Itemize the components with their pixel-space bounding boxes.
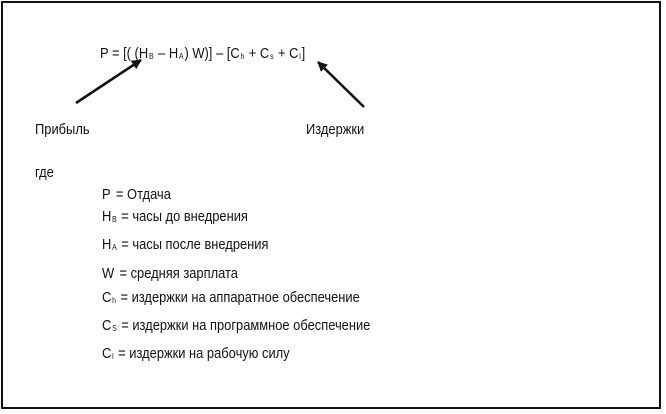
legend-symbol: H — [102, 208, 112, 225]
formula-part: – H — [154, 45, 179, 62]
profit-arrow — [76, 60, 141, 103]
where-label: где — [35, 164, 54, 181]
legend-item — [102, 208, 248, 229]
legend-symbol: H — [102, 236, 112, 253]
legend-sub: h — [112, 296, 117, 305]
legend-sub: A — [112, 243, 117, 252]
formula-sub: h — [240, 52, 245, 61]
legend-item — [102, 236, 269, 257]
legend-symbol: P — [102, 186, 111, 203]
legend-text: = издержки на программное обеспечение — [117, 317, 371, 334]
formula-sub: l — [299, 52, 301, 61]
formula-sub: s — [270, 52, 274, 61]
legend-sub: S — [112, 324, 117, 333]
legend-item — [102, 317, 370, 338]
legend-item — [102, 289, 360, 310]
legend-sub: B — [112, 215, 117, 224]
legend-item — [102, 345, 290, 366]
legend-symbol: C — [102, 345, 112, 362]
legend-text: = средняя зарплата — [115, 265, 238, 282]
legend-symbol: W — [102, 265, 115, 282]
formula-part: P = [( (H — [100, 45, 149, 62]
legend-text: = издержки на аппаратное обеспечение — [116, 289, 360, 306]
legend-symbol: C — [102, 289, 112, 306]
legend-text: = Отдача — [112, 186, 171, 203]
costs-label: Издержки — [306, 121, 365, 138]
formula-part: + C — [274, 45, 299, 62]
legend-text: = издержки на рабочую силу — [114, 345, 290, 362]
legend-sub: l — [112, 352, 114, 361]
formula-part: + C — [245, 45, 270, 62]
legend-symbol: C — [102, 317, 112, 334]
legend-text: = часы до внедрения — [117, 208, 248, 225]
legend-text: = часы после внедрения — [117, 236, 269, 253]
formula-part: ) W)] – [C — [184, 45, 240, 62]
formula-sub: B — [149, 52, 154, 61]
legend-item — [102, 265, 238, 286]
legend-item — [102, 186, 171, 207]
formula-part: ] — [301, 45, 306, 62]
costs-arrow — [318, 62, 364, 107]
formula-sub: A — [178, 52, 184, 61]
profit-label: Прибыль — [35, 121, 90, 138]
